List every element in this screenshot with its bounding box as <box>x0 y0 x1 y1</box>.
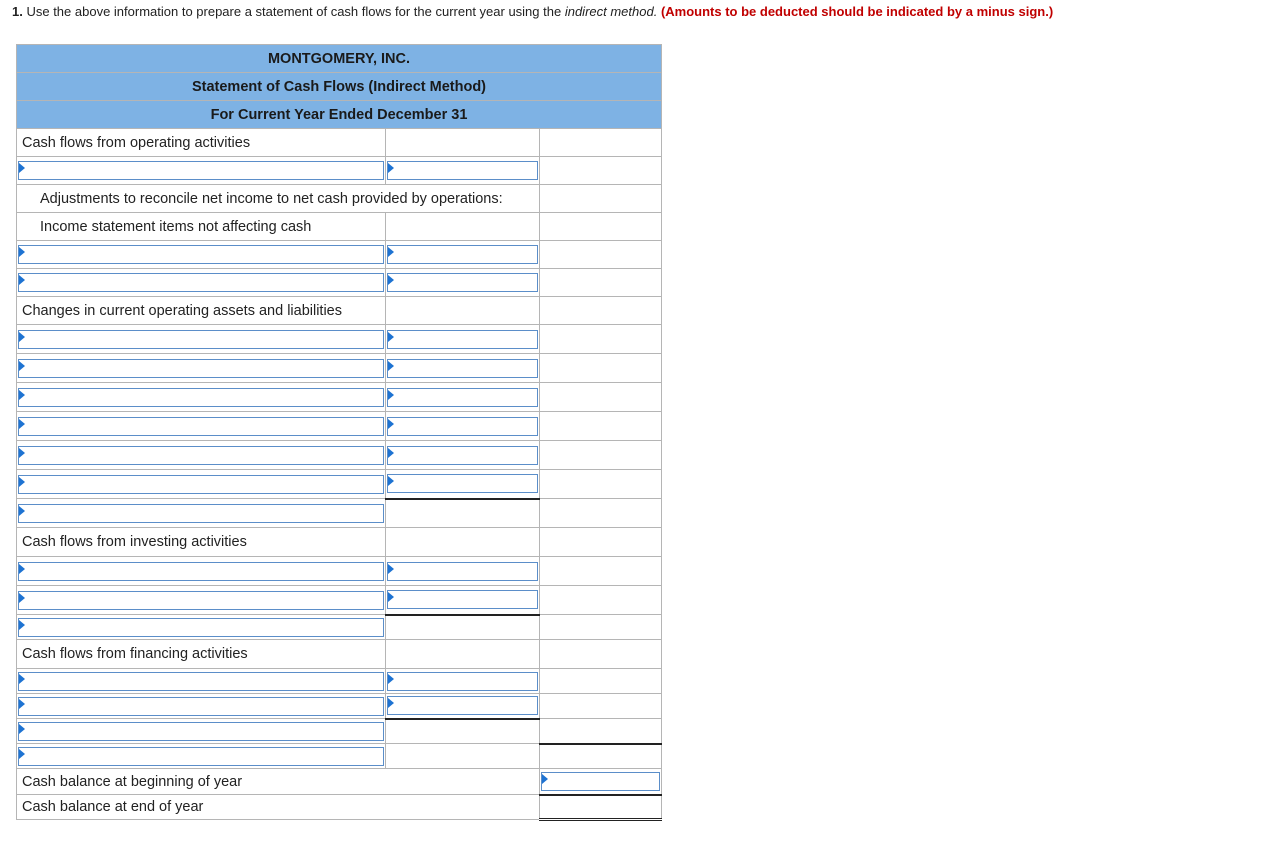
financing-total-label-input[interactable] <box>18 722 384 741</box>
change-label-cell <box>17 354 386 383</box>
statement-period: For Current Year Ended December 31 <box>17 101 662 129</box>
empty-cell <box>540 185 662 213</box>
empty-cell <box>540 269 662 297</box>
empty-cell <box>386 719 540 744</box>
change-amount-input[interactable] <box>387 474 538 493</box>
financing-label-input[interactable] <box>18 697 384 716</box>
operating-total-label-input[interactable] <box>18 504 384 523</box>
empty-cell <box>540 744 662 769</box>
empty-cell <box>540 669 662 694</box>
investing-total-label-cell <box>17 615 386 640</box>
financing-amount-input[interactable] <box>387 672 538 691</box>
company-name: MONTGOMERY, INC. <box>17 45 662 73</box>
noncash-amount-cell <box>386 241 540 269</box>
investing-total-label-input[interactable] <box>18 618 384 637</box>
net-income-amount-input[interactable] <box>387 161 538 180</box>
noncash-label-cell <box>17 269 386 297</box>
noncash-items-heading: Income statement items not affecting cash <box>17 213 386 241</box>
statement-title: Statement of Cash Flows (Indirect Method) <box>17 73 662 101</box>
financing-amount-cell <box>386 669 540 694</box>
empty-cell <box>540 354 662 383</box>
noncash-amount-input[interactable] <box>387 245 538 264</box>
noncash-label-input[interactable] <box>18 273 384 292</box>
change-label-cell <box>17 441 386 470</box>
empty-cell <box>540 129 662 157</box>
empty-cell <box>540 441 662 470</box>
change-amount-cell <box>386 383 540 412</box>
change-amount-cell <box>386 470 540 499</box>
financing-label-cell <box>17 669 386 694</box>
investing-amount-cell <box>386 586 540 615</box>
question-number: 1. <box>12 4 23 19</box>
financing-amount-cell <box>386 694 540 719</box>
change-amount-cell <box>386 354 540 383</box>
method-name: indirect method. <box>564 4 658 19</box>
change-amount-input[interactable] <box>387 388 538 407</box>
change-label-input[interactable] <box>18 475 384 494</box>
empty-cell <box>540 470 662 499</box>
adjustments-heading: Adjustments to reconcile net income to net cash provided by operations: <box>17 185 540 213</box>
net-income-label-cell <box>17 157 386 185</box>
instruction-body: Use the above information to prepare a statement of cash flows for the current year using the <box>26 4 562 19</box>
net-change-label-input[interactable] <box>18 747 384 766</box>
empty-cell <box>386 213 540 241</box>
investing-label-input[interactable] <box>18 562 384 581</box>
change-label-input[interactable] <box>18 359 384 378</box>
empty-cell <box>386 499 540 528</box>
change-amount-cell <box>386 412 540 441</box>
empty-cell <box>540 719 662 744</box>
operating-heading: Cash flows from operating activities <box>17 129 386 157</box>
change-amount-input[interactable] <box>387 417 538 436</box>
change-amount-cell <box>386 325 540 354</box>
investing-amount-input[interactable] <box>387 590 538 609</box>
empty-cell <box>540 557 662 586</box>
change-label-cell <box>17 470 386 499</box>
instruction-text <box>12 4 1053 20</box>
empty-cell <box>386 129 540 157</box>
change-label-input[interactable] <box>18 330 384 349</box>
noncash-label-cell <box>17 241 386 269</box>
changes-heading: Changes in current operating assets and liabilities <box>17 297 386 325</box>
empty-cell <box>540 213 662 241</box>
empty-cell <box>386 640 540 669</box>
cash-end-label: Cash balance at end of year <box>17 795 540 820</box>
empty-cell <box>540 325 662 354</box>
empty-cell <box>540 241 662 269</box>
empty-cell <box>540 528 662 557</box>
change-label-input[interactable] <box>18 388 384 407</box>
noncash-amount-cell <box>386 269 540 297</box>
instruction-note: (Amounts to be deducted should be indicated by a minus sign.) <box>660 4 1054 19</box>
empty-cell <box>540 412 662 441</box>
empty-cell <box>386 528 540 557</box>
investing-label-cell <box>17 557 386 586</box>
change-amount-input[interactable] <box>387 330 538 349</box>
investing-heading: Cash flows from investing activities <box>17 528 386 557</box>
cash-begin-amount-input[interactable] <box>541 772 660 791</box>
financing-label-cell <box>17 694 386 719</box>
empty-cell <box>540 694 662 719</box>
change-amount-input[interactable] <box>387 359 538 378</box>
empty-cell <box>540 157 662 185</box>
investing-amount-input[interactable] <box>387 562 538 581</box>
cash-end-amount-cell <box>540 795 662 820</box>
noncash-label-input[interactable] <box>18 245 384 264</box>
empty-cell <box>540 640 662 669</box>
investing-label-cell <box>17 586 386 615</box>
net-change-label-cell <box>17 744 386 769</box>
empty-cell <box>540 297 662 325</box>
change-label-input[interactable] <box>18 446 384 465</box>
investing-amount-cell <box>386 557 540 586</box>
empty-cell <box>540 499 662 528</box>
empty-cell <box>386 615 540 640</box>
change-label-cell <box>17 383 386 412</box>
cash-begin-label: Cash balance at beginning of year <box>17 769 540 795</box>
empty-cell <box>540 383 662 412</box>
change-amount-cell <box>386 441 540 470</box>
financing-heading: Cash flows from financing activities <box>17 640 386 669</box>
financing-total-label-cell <box>17 719 386 744</box>
noncash-amount-input[interactable] <box>387 273 538 292</box>
change-label-cell <box>17 325 386 354</box>
net-income-amount-cell <box>386 157 540 185</box>
change-label-cell <box>17 412 386 441</box>
empty-cell <box>386 744 540 769</box>
empty-cell <box>540 586 662 615</box>
cash-begin-amount-cell <box>540 769 662 795</box>
empty-cell <box>386 297 540 325</box>
cash-flow-statement <box>16 44 662 821</box>
empty-cell <box>540 615 662 640</box>
change-label-input[interactable] <box>18 417 384 436</box>
financing-amount-input[interactable] <box>387 696 538 715</box>
change-amount-input[interactable] <box>387 446 538 465</box>
operating-total-label-cell <box>17 499 386 528</box>
net-income-label-input[interactable] <box>18 161 384 180</box>
investing-label-input[interactable] <box>18 591 384 610</box>
financing-label-input[interactable] <box>18 672 384 691</box>
